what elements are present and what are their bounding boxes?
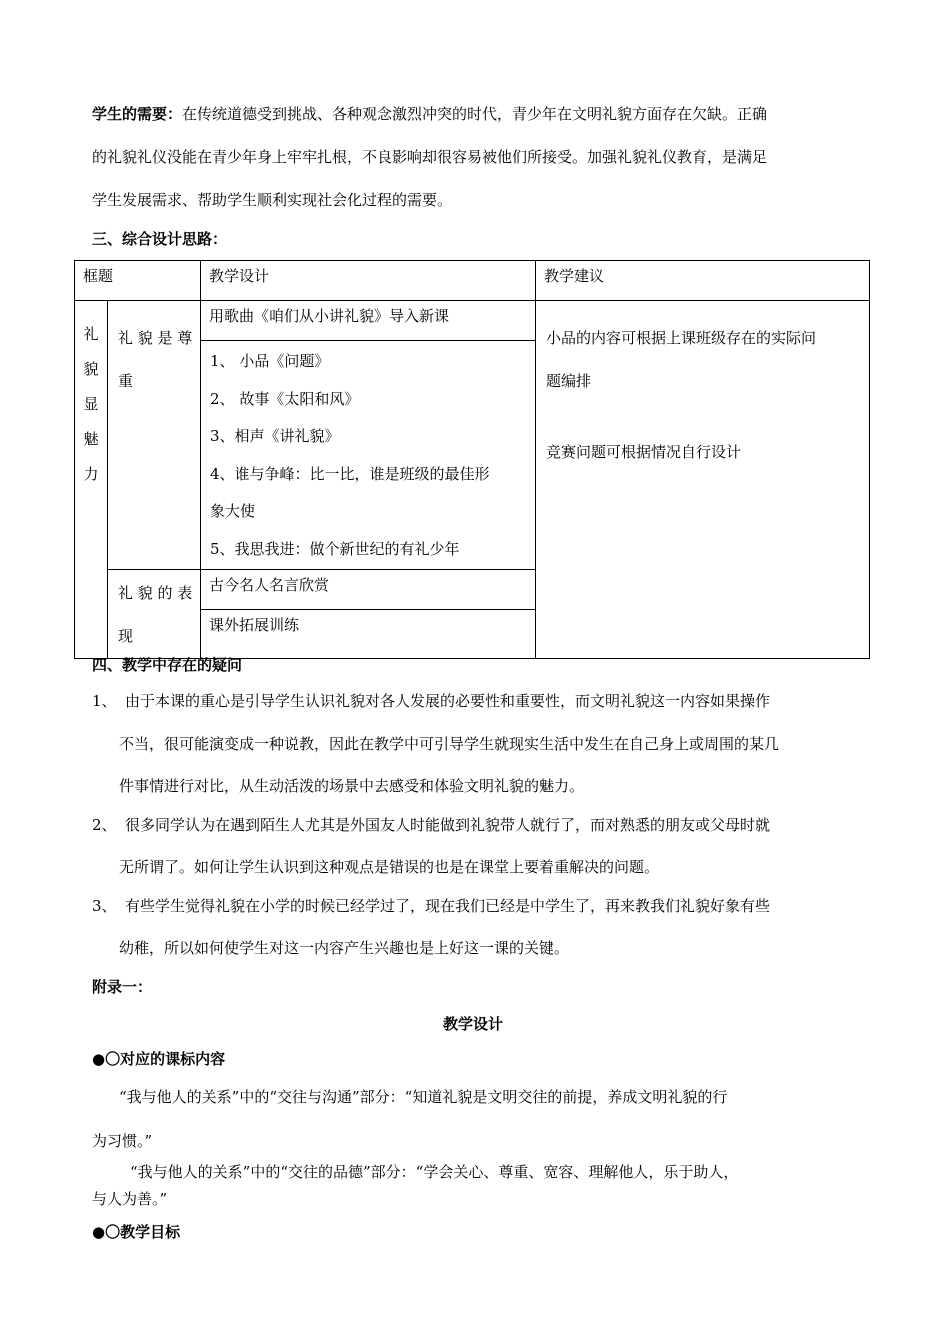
advice-1-line-1: 小品的内容可根据上课班级存在的实际问	[546, 329, 817, 347]
activity-item: 2、 故事《太阳和风》	[210, 389, 360, 408]
activity-item: 1、 小品《问题》	[210, 352, 330, 370]
appendix-title: 教学设计	[443, 1015, 504, 1033]
quote-1-line-2: 为习惯。”	[92, 1132, 153, 1150]
section-4-heading: 四、教学中存在的疑问	[92, 656, 243, 674]
quote-1-line-1: “我与他人的关系”中的“交往与沟通”部分：“知道礼貌是文明交往的前提，养成文明礼貌的行	[119, 1088, 728, 1106]
topic-char: 魅	[83, 430, 99, 448]
curriculum-heading: ●〇对应的课标内容	[92, 1050, 226, 1068]
question-number: 1、	[92, 692, 117, 710]
topic-char: 礼	[83, 325, 99, 343]
advice-cell	[536, 301, 870, 659]
activity-item: 5、我思我进：做个新世纪的有礼少年	[210, 539, 460, 558]
goals-heading: ●〇教学目标	[92, 1223, 181, 1241]
quote-2-line-2: 与人为善。”	[92, 1190, 168, 1208]
topic-cell	[75, 301, 108, 659]
topic-char: 力	[83, 465, 99, 483]
topic-char: 显	[83, 395, 99, 413]
advice-2: 竞赛问题可根据情况自行设计	[546, 443, 742, 461]
intro-line-3: 学生发展需求、帮助学生顺利实现社会化过程的需要。	[92, 191, 453, 209]
question-number: 2、	[92, 816, 117, 834]
activity-item: 象大使	[210, 502, 256, 520]
header-design: 教学设计	[201, 261, 536, 301]
quote-2-line-1: “我与他人的关系”中的“交往的品德”部分：“学会关心、尊重、宽容、理解他人，乐于助人，	[130, 1163, 739, 1181]
subtopic-expression: 礼 貌 的 表 现	[108, 570, 201, 659]
design-row-extension: 课外拓展训练	[200, 609, 535, 650]
intro-text-1: 在传统道德受到挑战、各种观念激烈冲突的时代，青少年在文明礼貌方面存在欠缺。正确	[182, 105, 768, 123]
intro-line-1	[92, 103, 767, 124]
question-number: 3、	[92, 897, 117, 915]
header-advice: 教学建议	[536, 261, 870, 301]
activity-item: 4、谁与争峰：比一比，谁是班级的最佳形	[210, 464, 490, 483]
subtopic-respect: 礼 貌 是 尊 重	[108, 301, 201, 570]
header-topic: 框题	[75, 261, 201, 301]
design-row-intro: 用歌曲《咱们从小讲礼貌》导入新课	[201, 301, 536, 341]
appendix-heading: 附录一：	[92, 978, 153, 996]
design-row-quotes: 古今名人名言欣赏	[200, 569, 535, 610]
topic-char: 貌	[83, 360, 99, 378]
section-3-heading: 三、综合设计思路：	[92, 230, 228, 248]
activity-item: 3、相声《讲礼貌》	[210, 427, 340, 445]
intro-label: 学生的需要：	[92, 105, 183, 123]
advice-1-line-2: 题编排	[546, 372, 592, 390]
intro-line-2: 的礼貌礼仪没能在青少年身上牢牢扎根，不良影响却很容易被他们所接受。加强礼貌礼仪教育，是满足	[92, 148, 768, 166]
